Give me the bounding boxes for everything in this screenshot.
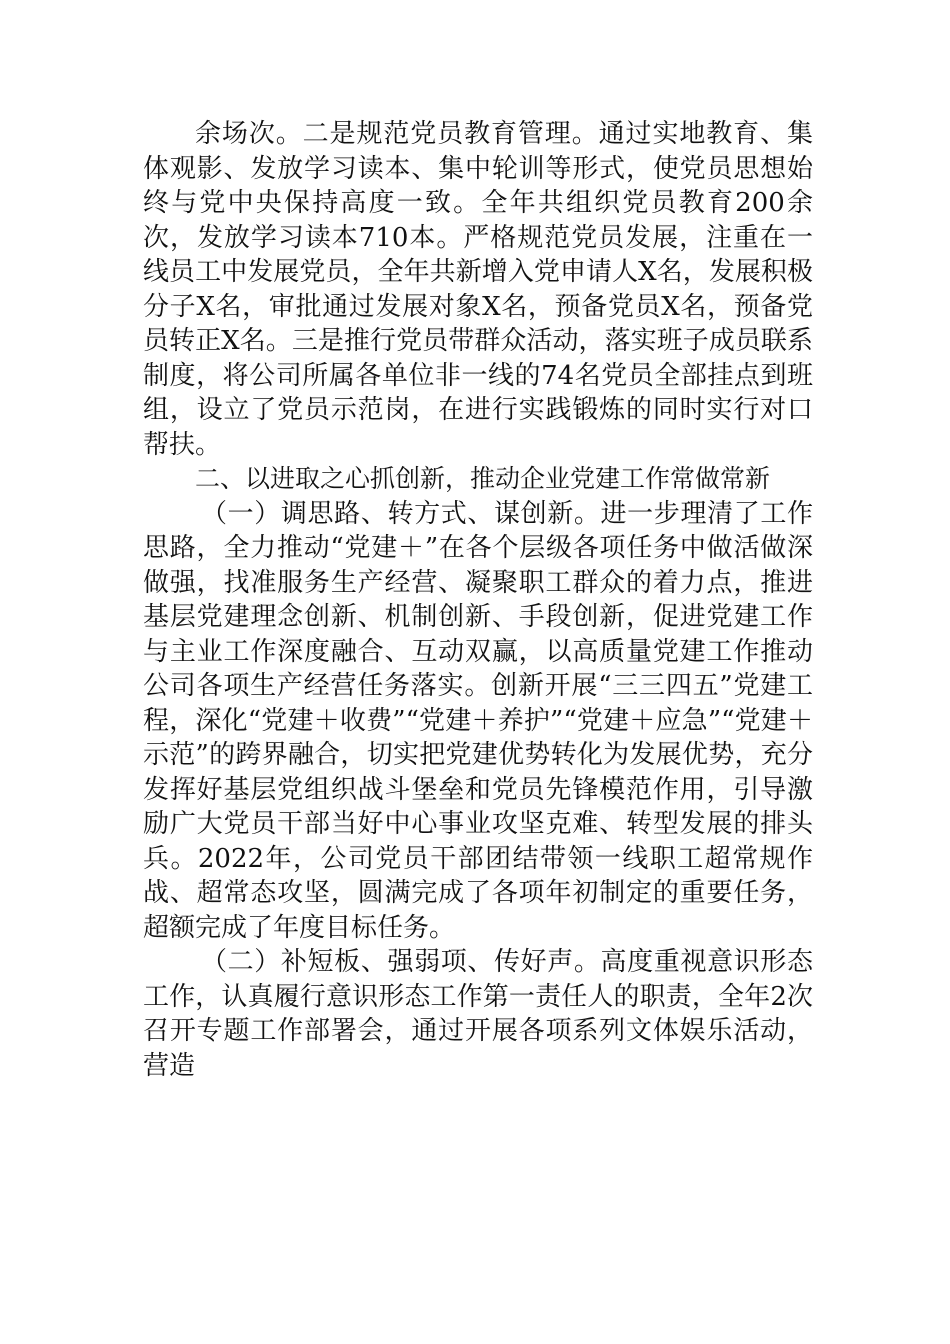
subsection-paragraph-1: （一）调思路、转方式、谋创新。进一步理清了工作思路，全力推动“党建＋”在各个层级各项任务中做活做深做强，找准服务生产经营、凝聚职工群众的着力点，推进基层党建理念创新、机制创新、手段创新，促进党建工作与主业工作深度融合、互动双赢，以高质量党建工作推动公司各项生产经营任务落实。创新开展“三三四五”党建工程，深化“党建＋收费”“党建＋养护”“党建＋应急”“党建＋示范”的跨界融合，切实把党建优势转化为发展优势，充分发挥好基层党组织战斗堡垒和党员先锋模范作用，引导激励广大党员干部当好中心事业攻坚克难、转型发展的排头兵。2022年，公司党员干部团结带领一线职工超常规作战、超常态攻坚，圆满完成了各项年初制定的重要任务，超额完成了年度目标任务。 [143,498,813,943]
subsection-paragraph-2: （二）补短板、强弱项、传好声。高度重视意识形态工作，认真履行意识形态工作第一责任人的职责，全年2次召开专题工作部署会，通过开展各项系列文体娱乐活动，营造 [143,947,813,1081]
body-paragraph-1: 余场次。二是规范党员教育管理。通过实地教育、集体观影、发放学习读本、集中轮训等形式，使党员思想始终与党中央保持高度一致。全年共组织党员教育200余次，发放学习读本710本。严格规范党员发展，注重在一线员工中发展党员，全年共新增入党申请人X名，发展积极分子X名，审批通过发展对象X名，预备党员X名，预备党员转正X名。三是推行党员带群众活动，落实班子成员联系制度，将公司所属各单位非一线的74名党员全部挂点到班组，设立了党员示范岗，在进行实践锻炼的同时实行对口帮扶。 [143,119,813,460]
document-body [143,117,813,1083]
section-heading-2: 二、以进取之心抓创新，推动企业党建工作常做常新 [195,464,771,493]
